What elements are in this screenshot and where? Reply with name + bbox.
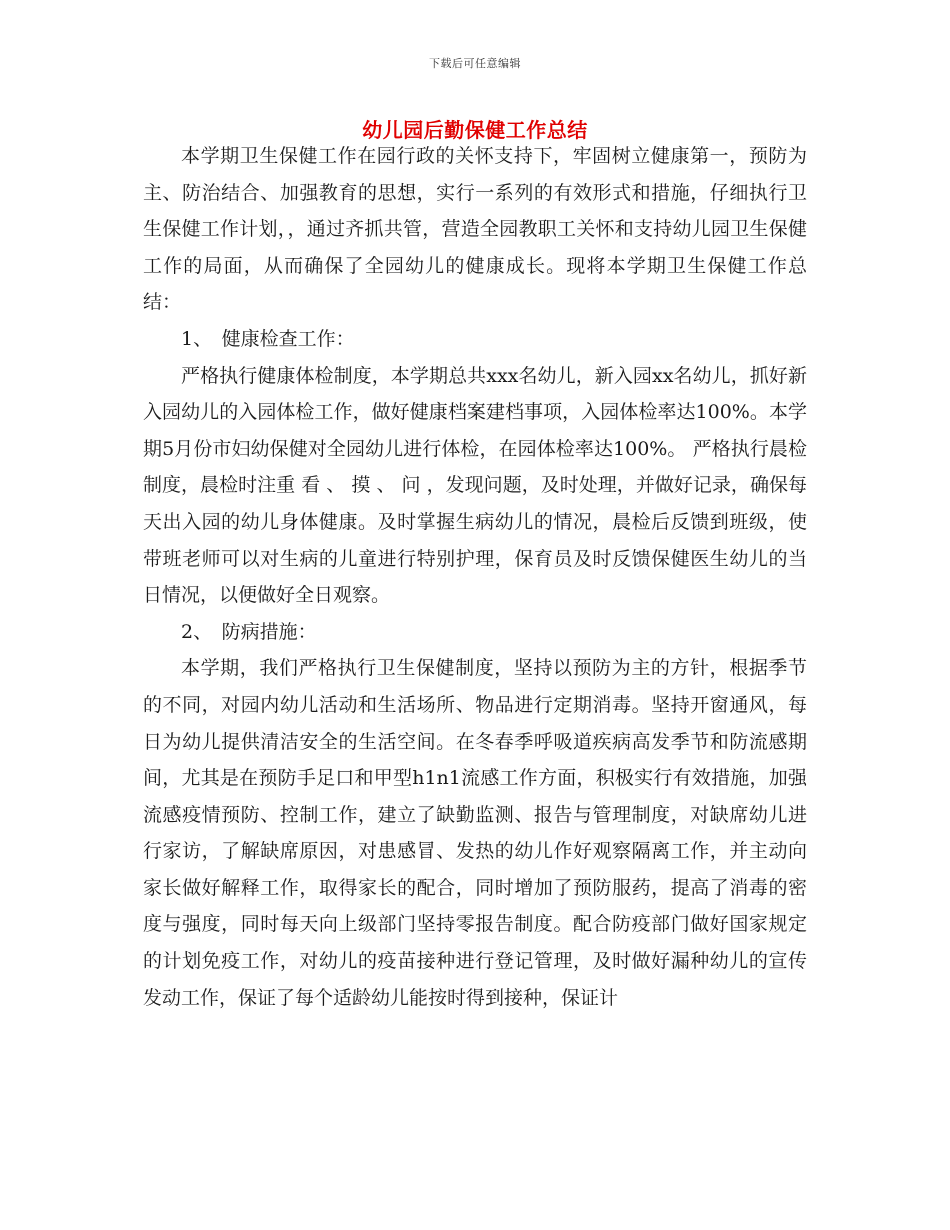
section-heading-disease-prevention: 2、 防病措施： bbox=[181, 620, 317, 643]
paragraph-disease-prevention: 本学期，我们严格执行卫生保健制度，坚持以预防为主的方针，根据季节的不同，对园内幼儿活动和生活场所、物品进行定期消毒。坚持开窗通风，每日为幼儿提供清洁安全的生活空间。在冬春季呼吸道疾病高发季节和防流感期间，尤其是在预防手足口和甲型h1n1流感工作方面，积极实行有效措施，加强流感疫情预防、控制工作，建立了缺勤监测、报告与管理制度，对缺席幼儿进行家访，了解缺席原因，对患感冒、发热的幼儿作好观察隔离工作，并主动向家长做好解释工作，取得家长的配合，同时增加了预防服药，提高了消毒的密度与强度，同时每天向上级部门坚持零报告制度。配合防疫部门做好国家规定的计划免疫工作，对幼儿的疫苗接种进行登记管理，及时做好漏种幼儿的宣传发动工作，保证了每个适龄幼儿能按时得到接种，保证计 bbox=[143, 657, 807, 1009]
document-title: 幼儿园后勤保健工作总结 bbox=[362, 118, 588, 142]
section-heading-health-check: 1、 健康检查工作： bbox=[181, 327, 355, 350]
paragraph-intro: 本学期卫生保健工作在园行政的关怀支持下，牢固树立健康第一，预防为主、防治结合、加强教育的思想，实行一系列的有效形式和措施，仔细执行卫生保健工作计划，，通过齐抓共管，营造全园教职工关怀和支持幼儿园卫生保健工作的局面，从而确保了全园幼儿的健康成长。现将本学期卫生保健工作总结： bbox=[143, 145, 807, 314]
paragraph-health-check: 严格执行健康体检制度，本学期总共xxx名幼儿，新入园xx名幼儿，抓好新入园幼儿的入园体检工作，做好健康档案建档事项，入园体检率达100%。本学期5月份市妇幼保健对全园幼儿进行体检，在园体检率达100%。 严格执行晨检制度，晨检时注重 看 、 摸 、 问 ，发现问题，及时处理，并做好记录，确保每天出入园的幼儿身体健康。及时掌握生病幼儿的情况，晨检后反馈到班级，使带班老师可以对生病的儿童进行特别护理，保育员及时反馈保健医生幼儿的当日情况，以便做好全日观察。 bbox=[143, 364, 807, 607]
page-header-note: 下载后可任意编辑 bbox=[429, 57, 521, 70]
document-body bbox=[143, 138, 807, 1016]
